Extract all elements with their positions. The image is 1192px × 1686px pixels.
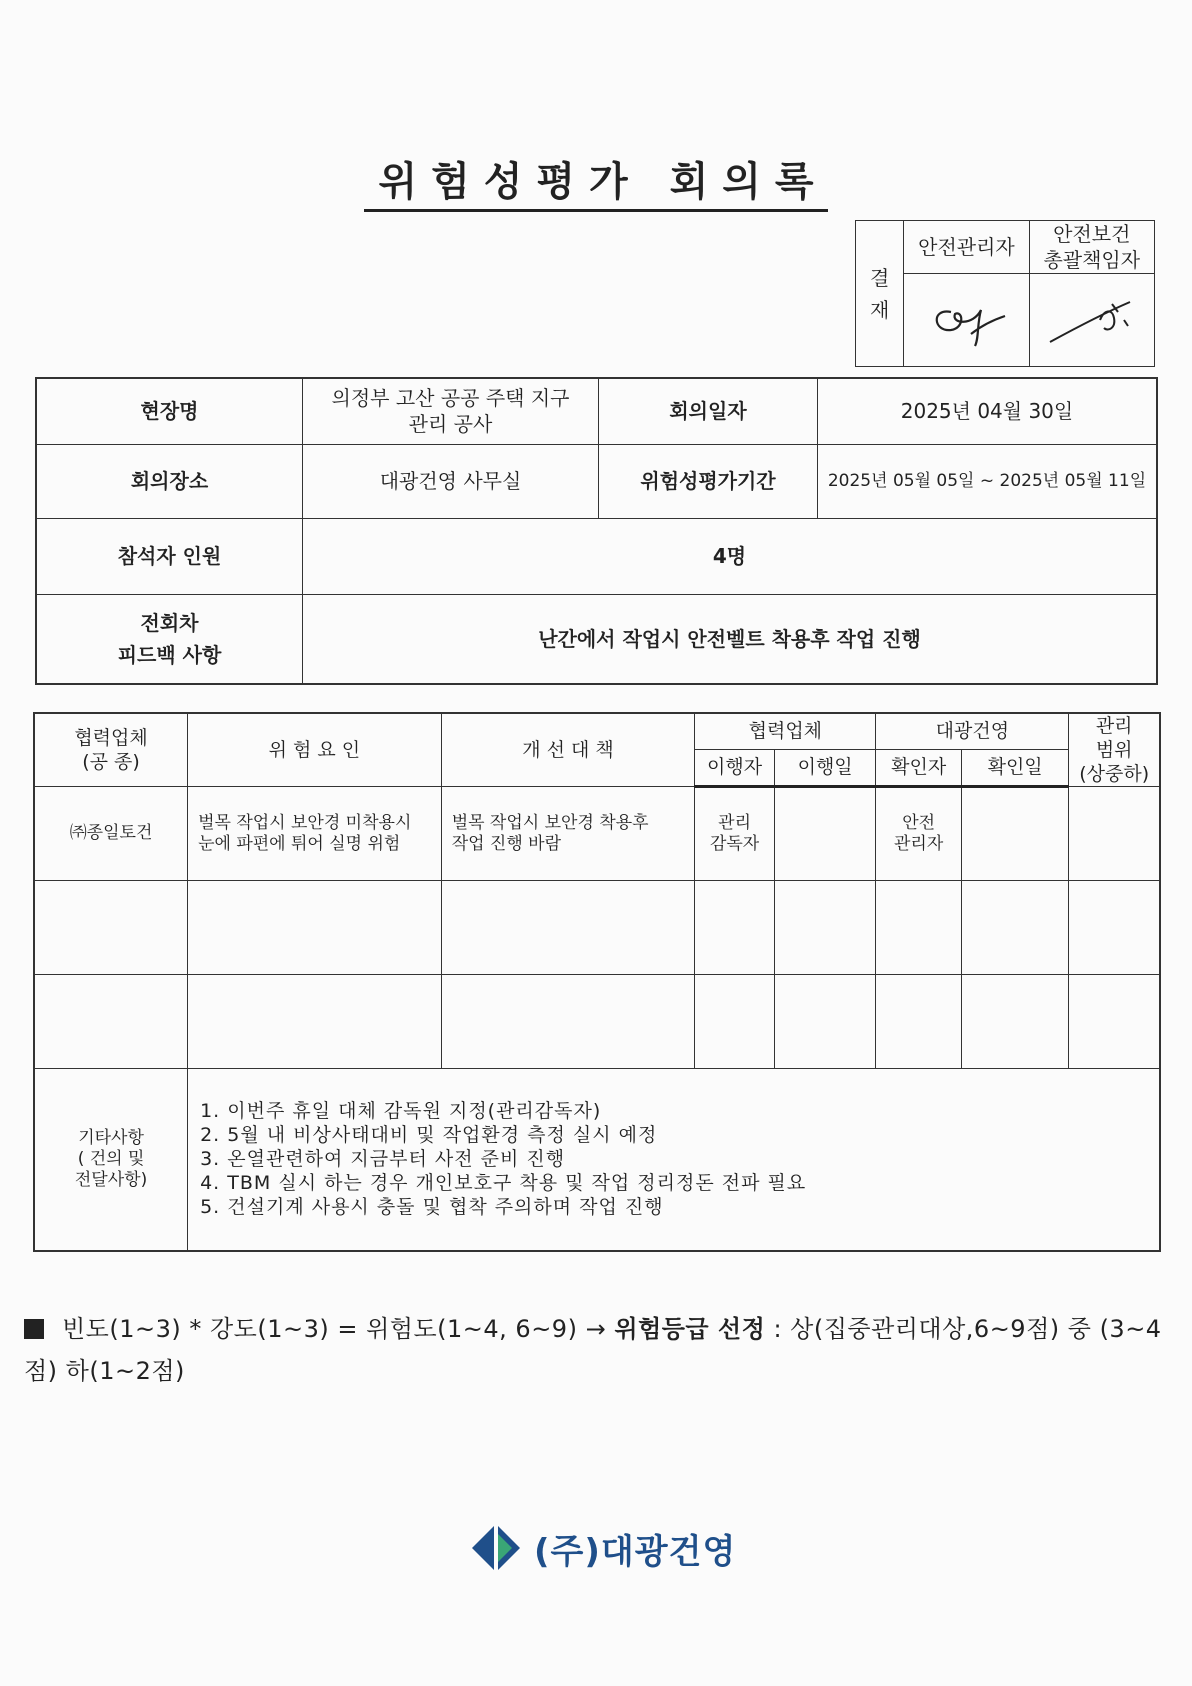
row-checker: 안전 관리자 (876, 787, 962, 881)
notes-list (188, 1069, 1160, 1251)
note-item: 4. TBM 실시 하는 경우 개인보호구 착용 및 작업 정리정돈 전파 필요 (200, 1172, 807, 1195)
row-exec-date (774, 881, 875, 975)
row-measure (441, 975, 695, 1069)
row-partner: ㈜종일토건 (34, 787, 188, 881)
row-measure: 벌목 작업시 보안경 착용후 작업 진행 바람 (441, 787, 695, 881)
company-logo (470, 1520, 736, 1576)
diamond-logo-icon (470, 1522, 522, 1574)
approval-col-safety-manager: 안전관리자 (904, 221, 1029, 274)
table-row (34, 881, 1160, 975)
meeting-date-label: 회의일자 (599, 378, 818, 444)
header-measure: 개 선 대 책 (441, 713, 695, 787)
note-item: 3. 온열관련하여 지금부터 사전 준비 진행 (200, 1148, 566, 1171)
company-name: (주)대광건영 (534, 1531, 737, 1572)
site-value: 의정부 고산 공공 주택 지구 관리 공사 (303, 378, 599, 444)
formula-part2: : 상(집중관리대상,6~9점) 중 (3~4점) 하(1~2점) (24, 1315, 1162, 1385)
table-row (34, 975, 1160, 1069)
row-check-date (961, 787, 1068, 881)
risk-formula (24, 1308, 1164, 1392)
header-hazard: 위 험 요 인 (188, 713, 442, 787)
approval-col-general-manager: 안전보건 총괄책임자 (1029, 221, 1154, 274)
feedback-value: 난간에서 작업시 안전벨트 착용후 작업 진행 (303, 594, 1158, 684)
row-partner (34, 975, 188, 1069)
document-title: 위험성평가 회의록 (0, 150, 1192, 207)
place-value: 대광건영 사무실 (303, 444, 599, 518)
attendees-label: 참석자 인원 (36, 518, 303, 594)
period-label: 위험성평가기간 (599, 444, 818, 518)
header-partner-group: 협력업체 (695, 713, 876, 749)
row-exec-date (774, 787, 875, 881)
row-hazard (188, 975, 442, 1069)
approval-box (855, 220, 1155, 367)
row-check-date (961, 975, 1068, 1069)
row-check-date (961, 881, 1068, 975)
meeting-info-table (35, 377, 1158, 685)
header-check-date: 확인일 (961, 749, 1068, 786)
row-executor (695, 881, 775, 975)
row-measure (441, 881, 695, 975)
attendees-value: 4명 (303, 518, 1158, 594)
row-range (1069, 787, 1160, 881)
row-checker (876, 975, 962, 1069)
row-checker (876, 881, 962, 975)
row-hazard (188, 881, 442, 975)
formula-part1: 빈도(1~3) * 강도(1~3) = 위험도(1~4, 6~9) → (62, 1315, 607, 1343)
row-executor: 관리 감독자 (695, 787, 775, 881)
header-partner: 협력업체 (공 종) (34, 713, 188, 787)
feedback-label: 전회차 피드백 사항 (36, 594, 303, 684)
meeting-date-value: 2025년 04월 30일 (818, 378, 1158, 444)
row-hazard: 벌목 작업시 보안경 미착용시 눈에 파편에 튀어 실명 위험 (188, 787, 442, 881)
risk-assessment-table (33, 712, 1161, 1252)
period-value: 2025년 05월 05일 ~ 2025년 05월 11일 (818, 444, 1158, 518)
table-row (34, 787, 1160, 881)
row-partner (34, 881, 188, 975)
note-item: 5. 건설기계 사용시 충돌 및 협착 주의하며 작업 진행 (200, 1196, 664, 1219)
row-range (1069, 975, 1160, 1069)
site-label: 현장명 (36, 378, 303, 444)
header-range: 관리 범위 (상중하) (1069, 713, 1160, 787)
header-checker: 확인자 (876, 749, 962, 786)
note-item: 2. 5월 내 비상사태대비 및 작업환경 측정 실시 예정 (200, 1124, 658, 1147)
row-executor (695, 975, 775, 1069)
place-label: 회의장소 (36, 444, 303, 518)
header-exec-date: 이행일 (774, 749, 875, 786)
signature-general-manager (1029, 274, 1154, 367)
row-exec-date (774, 975, 875, 1069)
square-bullet-icon (24, 1319, 44, 1339)
formula-bold: 위험등급 선정 (614, 1315, 766, 1343)
header-executor: 이행자 (695, 749, 775, 786)
notes-label: 기타사항 ( 건의 및 전달사항) (34, 1069, 188, 1251)
signature-safety-manager (904, 274, 1029, 367)
header-daekwang-group: 대광건영 (876, 713, 1069, 749)
approval-label: 결 재 (856, 221, 904, 367)
note-item: 1. 이번주 휴일 대체 감독원 지정(관리감독자) (200, 1100, 602, 1123)
row-range (1069, 881, 1160, 975)
